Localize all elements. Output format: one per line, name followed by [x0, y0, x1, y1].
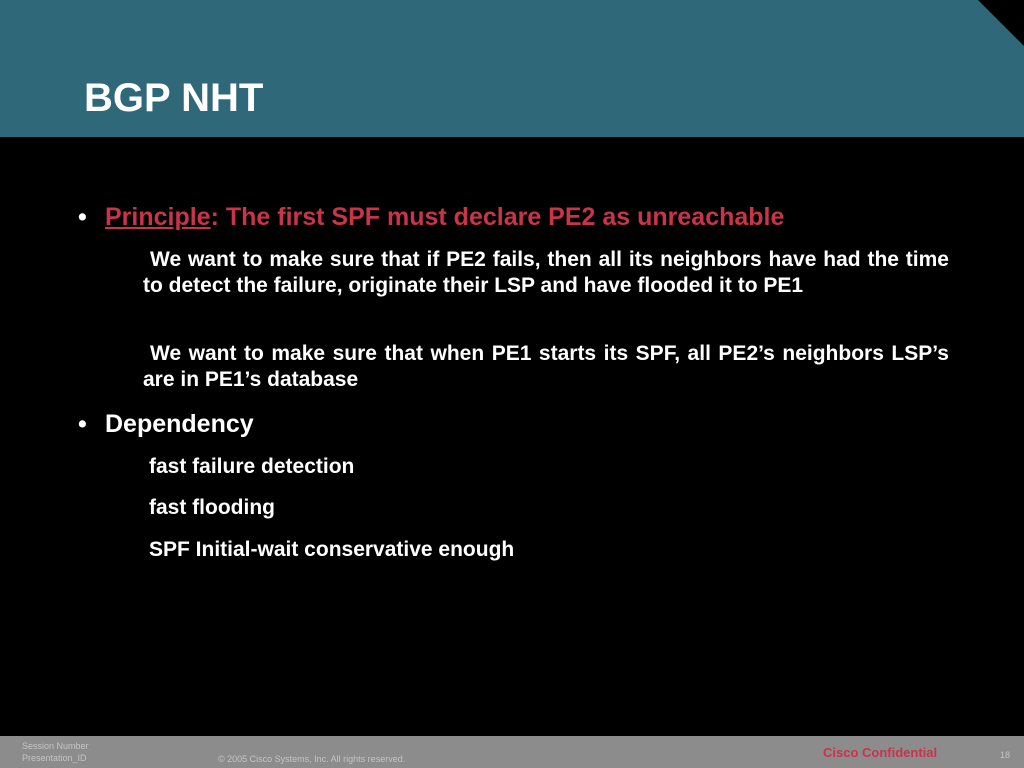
confidential-label: Cisco Confidential — [823, 745, 938, 760]
slide-title: BGP NHT — [84, 76, 264, 120]
session-number: Session Number — [22, 741, 89, 751]
dependency-subpoint-1: fast failure detection — [149, 455, 355, 478]
page-number: 18 — [1000, 750, 1011, 760]
principle-text: : The first SPF must declare PE2 as unreachable — [210, 203, 785, 231]
principle-subpoint-1: We want to make sure that if PE2 fails, then all its neighbors have had the time to detect the failure, originate their LSP and have flooded it to PE1 — [143, 248, 949, 297]
bullet-principle — [105, 202, 784, 232]
dependency-subpoint-2: fast flooding — [149, 496, 275, 519]
principle-subpoint-2: We want to make sure that when PE1 starts its SPF, all PE2’s neighbors LSP’s are in PE1’s database — [143, 342, 949, 391]
bullet-dependency: Dependency — [105, 410, 254, 438]
footer-bar — [0, 736, 1024, 768]
presentation-id: Presentation_ID — [22, 753, 87, 763]
dependency-subpoint-3: SPF Initial-wait conservative enough — [149, 538, 515, 561]
copyright-notice: © 2005 Cisco Systems, Inc. All rights reserved. — [218, 754, 406, 764]
bullet-marker-1: • — [78, 203, 87, 231]
principle-lead: Principle — [105, 203, 211, 231]
footer-session-info — [22, 740, 89, 764]
bullet-marker-2: • — [78, 410, 87, 438]
